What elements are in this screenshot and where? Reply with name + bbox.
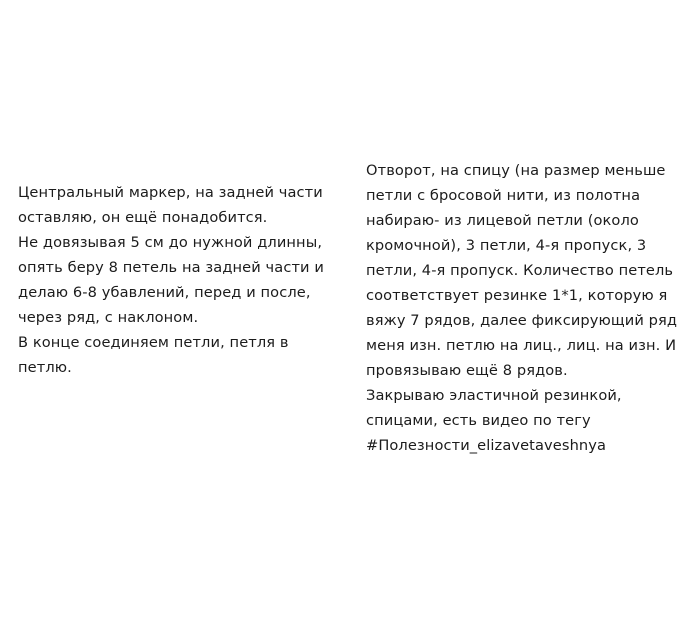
right-text-line: провязываю ещё 8 рядов. [366, 362, 568, 379]
right-text-line: кромочной), 3 петли, 4-я пропуск, 3 [366, 237, 647, 254]
right-text-line: Закрываю эластичной резинкой, [366, 387, 622, 404]
right-text-line: набираю- из лицевой петли (около [366, 212, 639, 229]
right-text-line: спицами, есть видео по тегу [366, 412, 591, 429]
right-text-line: петли с бросовой нити, из полотна [366, 187, 641, 204]
left-text-line: через ряд, с наклоном. [18, 309, 199, 326]
left-text-line: оставляю, он ещё понадобится. [18, 209, 268, 226]
left-text-line: опять беру 8 петель на задней части и [18, 259, 324, 276]
left-text-line: делаю 6-8 убавлений, перед и после, [18, 284, 311, 301]
left-text-line: петлю. [18, 359, 72, 376]
left-text-column [18, 180, 348, 380]
right-text-line: Отворот, на спицу (на размер меньше [366, 162, 666, 179]
right-text-column [366, 158, 690, 458]
right-text-line: петли, 4-я пропуск. Количество петель [366, 262, 674, 279]
right-text-line: соответствует резинке 1*1, которую я [366, 287, 668, 304]
left-text-line: Центральный маркер, на задней части [18, 184, 323, 201]
hashtag-line: #Полезности_elizavetaveshnya [366, 437, 607, 454]
left-text-line: В конце соединяем петли, петля в [18, 334, 289, 351]
right-text-line: вяжу 7 рядов, далее фиксирующий ряд [366, 312, 678, 329]
left-text-line: Не довязывая 5 см до нужной длинны, [18, 234, 323, 251]
right-text-line: меня изн. петлю на лиц., лиц. на изн. И [366, 337, 677, 354]
